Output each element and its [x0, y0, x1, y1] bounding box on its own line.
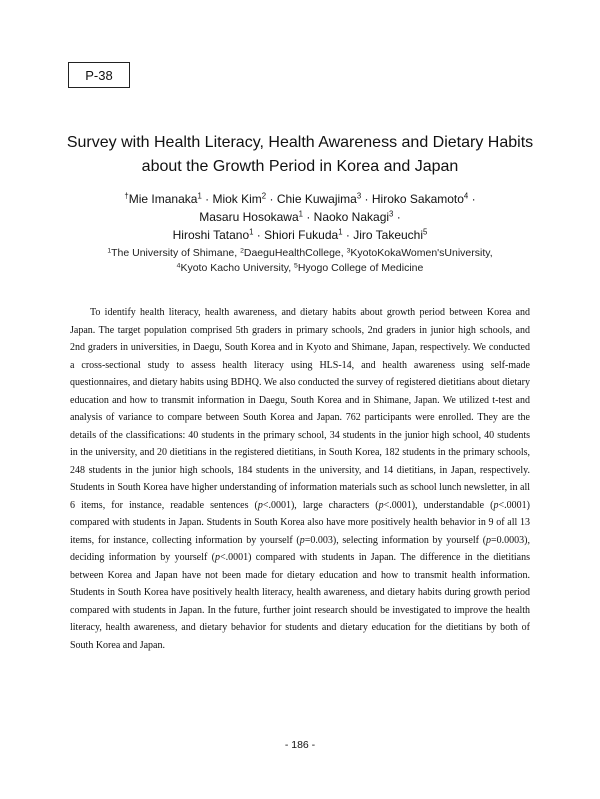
- author-affiliation-mark: 3: [356, 191, 362, 201]
- affiliation-name: The University of Shimane,: [111, 247, 241, 259]
- author-name: Hiroshi Tatano: [172, 228, 250, 242]
- title-line-1: Survey with Health Literacy, Health Awareness and Dietary Habits: [66, 134, 534, 151]
- author-name: Mie Imanaka: [128, 192, 198, 206]
- abstract-text: =0.003), selecting information by yourself (: [304, 534, 487, 546]
- affiliation-number: 3: [346, 247, 351, 255]
- author-affiliation-mark: 2: [261, 191, 267, 201]
- paper-title: [40, 131, 560, 179]
- author-affiliation-mark: 5: [423, 227, 428, 237]
- author-affiliation-mark: 1: [249, 227, 254, 237]
- abstract-body: [70, 304, 530, 654]
- author-name: Naoko Nakagi: [313, 210, 390, 224]
- p-value-symbol: p: [215, 552, 220, 563]
- abstract-text: <.0001), understandable (: [383, 499, 494, 511]
- page-number: - 186 -: [284, 739, 316, 751]
- affiliation-name: Kyoto Kacho University,: [180, 262, 295, 274]
- author-separator: ·: [253, 228, 265, 242]
- p-value-symbol: p: [299, 534, 305, 546]
- poster-id: P-38: [85, 67, 113, 83]
- abstract-text: =0.0003), deciding information by yourself (: [70, 534, 531, 563]
- abstract-text: <.0001), large characters (: [262, 499, 379, 511]
- author-list: [40, 190, 560, 244]
- author-affiliation-mark: 4: [463, 191, 469, 201]
- p-value-symbol: p: [378, 499, 384, 511]
- abstract-text: To identify health literacy, health awareness, and dietary habits about growth period between Korea and Japan. The target population comprised 5th graders in primary schools, 2nd graders in junior high schools, and 2nd graders in universities, in Daegu, South Korea and in Kyoto and Shimane, Japan, respectively. We conducted a cross-sectional study to assess health literacy using HLS-14, and health awareness using self-made questionnaires, and dietary habits using BDHQ. We also conducted the survey of registered dietitians about dietary education and how to transmit information in Daegu, South Korea and in Shimane, Japan. We utilized t-test and analysis of variance to compare between South Korea and Japan. 762 participants were enrolled. They are the details of the classifications: 40 students in the primary school, 34 students in the junior high school, 40 students in the university, and 20 dietitians in the registered dietitians, in South Korea, 182 students in the primary schools, 248 students in the junior high schools, 184 students in the university, and 14 dietitians, in Japan, respectively. Students in South Korea have higher understanding of information materials such as school lunch newsletter, in all 6 items, for instance, readable sentences (: [70, 307, 530, 511]
- poster-id-box: [68, 62, 130, 88]
- abstract-text: <.0001) compared with students in Japan. The difference in the dietitians between Korea and Japan have not been made for dietary education and how to transmit health information. Students in South Korea have positively health literacy, health awareness, and dietary habits during growth period compared with students in Japan. In the future, further joint research should be investigated to improve the health literacy, health awareness, and dietary behavior for students and dietary education for the dietitians by both of South Korea and Japan.: [70, 552, 530, 651]
- author-name: Jiro Takeuchi: [353, 228, 424, 242]
- author-prefix: †: [124, 191, 129, 201]
- affiliation-name: Hyogo College of Medicine: [297, 262, 424, 274]
- author-affiliation-mark: 1: [298, 209, 303, 219]
- author-separator: ·: [266, 192, 277, 206]
- p-value-symbol: p: [257, 499, 263, 511]
- author-name: Miok Kim: [212, 192, 262, 206]
- author-separator: ·: [302, 210, 314, 224]
- author-separator: ·: [342, 228, 354, 242]
- author-separator: ·: [393, 210, 401, 224]
- affiliation-number: 2: [240, 247, 244, 255]
- author-affiliation-mark: 1: [338, 227, 343, 237]
- author-separator: ·: [468, 192, 476, 206]
- affiliation-number: 1: [107, 247, 112, 255]
- author-affiliation-mark: 3: [389, 209, 394, 219]
- author-name: Hiroko Sakamoto: [371, 192, 464, 206]
- affiliation-number: 5: [294, 262, 298, 270]
- author-name: Shiori Fukuda: [264, 228, 339, 242]
- author-separator: ·: [201, 192, 213, 206]
- affiliation-name: DaeguHealthCollege,: [243, 247, 347, 259]
- affiliation-number: 4: [176, 262, 181, 270]
- author-affiliation-mark: 1: [197, 191, 202, 201]
- abstract-text: <.0001) compared with students in Japan. Students in South Korea also have more positively health behavior in 9 of all 13 items, for instance, collecting information by yourself (: [70, 499, 530, 546]
- author-separator: ·: [361, 192, 372, 206]
- p-value-symbol: p: [493, 499, 499, 511]
- author-name: Chie Kuwajima: [276, 192, 357, 206]
- p-value-symbol: p: [486, 534, 492, 546]
- author-name: Masaru Hosokawa: [199, 210, 299, 224]
- affiliation-name: KyotoKokaWomen'sUniversity,: [350, 247, 493, 259]
- affiliation-list: [40, 246, 560, 276]
- title-line-2: about the Growth Period in Korea and Japan: [141, 158, 459, 175]
